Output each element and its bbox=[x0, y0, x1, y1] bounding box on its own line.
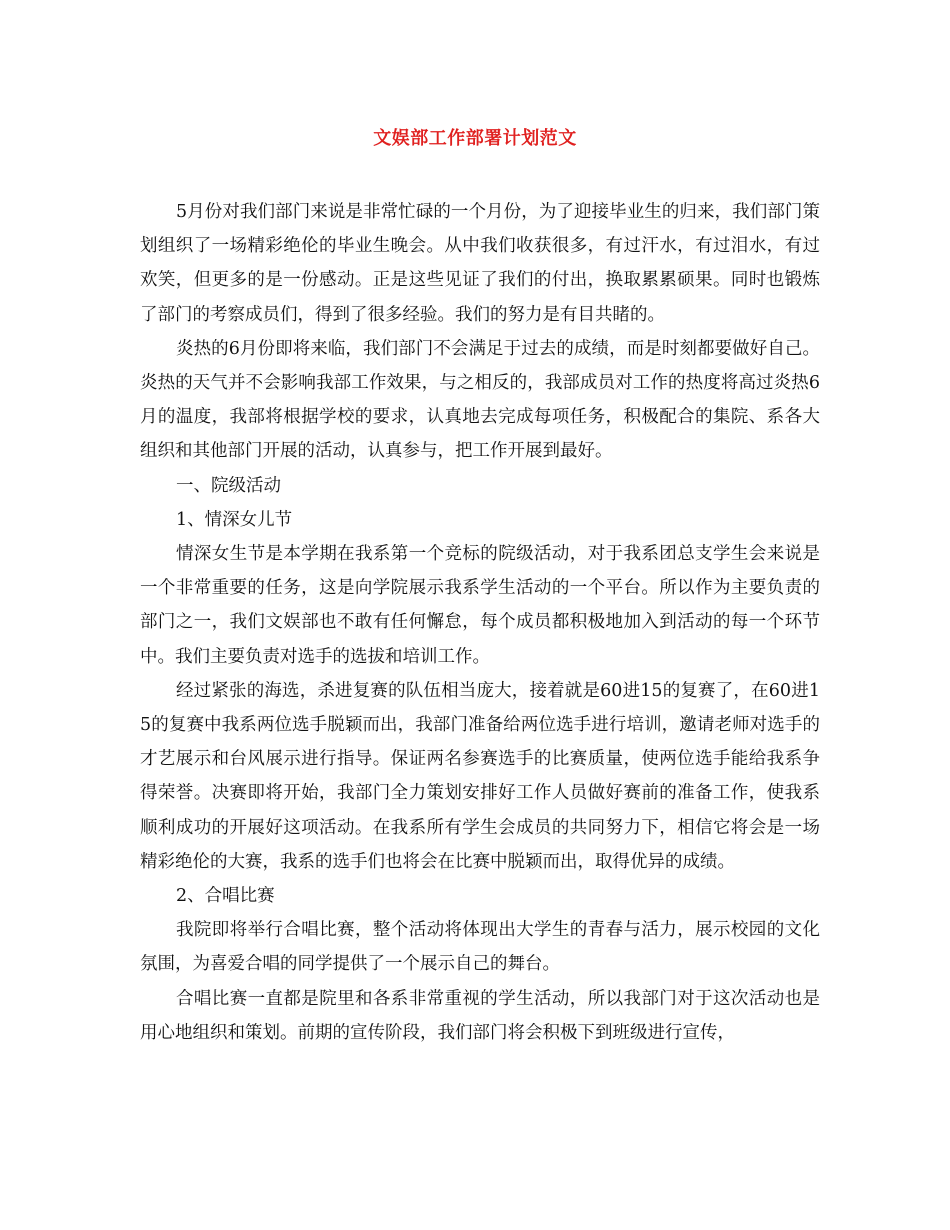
paragraph-june-plan: 炎热的6月份即将来临，我们部门不会满足于过去的成绩，而是时刻都要做好自己。炎热的天气并不会影响我部工作效果，与之相反的，我部成员对工作的热度将高过炎热6月的温度，我部将根据学校的要求，认真地去完成每项任务，积极配合的集院、系各大组织和其他部门开展的活动，认真参与，把工作开展到最好。 bbox=[140, 338, 820, 462]
section-heading-college-activities: 一、院级活动 bbox=[176, 475, 281, 496]
subheading-womens-day: 1、情深女儿节 bbox=[176, 509, 293, 530]
paragraph-choir-planning: 合唱比赛一直都是院里和各系非常重视的学生活动，所以我部门对于这次活动也是用心地组织和策划。前期的宣传阶段，我们部门将会积极下到班级进行宣传， bbox=[140, 988, 820, 1043]
document-title: 文娱部工作部署计划范文 bbox=[373, 128, 577, 149]
subheading-choir-contest: 2、合唱比赛 bbox=[176, 886, 275, 907]
paragraph-womens-day-intro: 情深女生节是本学期在我系第一个竞标的院级活动，对于我系团总支学生会来说是一个非常重要的任务，这是向学院展示我系学生活动的一个平台。所以作为主要负责的部门之一，我们文娱部也不敢有任何懈怠，每个成员都积极地加入到活动的每一个环节中。我们主要负责对选手的选拔和培训工作。 bbox=[140, 544, 820, 667]
paragraph-womens-day-training: 经过紧张的海选，杀进复赛的队伍相当庞大，接着就是60进15的复赛了，在60进15的复赛中我系两位选手脱颖而出，我部门准备给两位选手进行培训，邀请老师对选手的才艺展示和台风展示进行指导。保证两名参赛选手的比赛质量，使两位选手能给我系争得荣誉。决赛即将开始，我部门全力策划安排好工作人员做好赛前的准备工作，使我系顺利成功的开展好这项活动。在我系所有学生会成员的共同努力下，相信它将会是一场精彩绝伦的大赛，我系的选手们也将会在比赛中脱颖而出，取得优异的成绩。 bbox=[140, 680, 820, 872]
document-body bbox=[140, 195, 820, 1050]
paragraph-choir-intro: 我院即将举行合唱比赛，整个活动将体现出大学生的青春与活力，展示校园的文化氛围，为喜爱合唱的同学提供了一个展示自己的舞台。 bbox=[140, 920, 820, 975]
paragraph-may-review: 5月份对我们部门来说是非常忙碌的一个月份，为了迎接毕业生的归来，我们部门策划组织了一场精彩绝伦的毕业生晚会。从中我们收获很多，有过汗水，有过泪水，有过欢笑，但更多的是一份感动。正是这些见证了我们的付出，换取累累硕果。同时也锻炼了部门的考察成员们，得到了很多经验。我们的努力是有目共睹的。 bbox=[140, 202, 820, 325]
